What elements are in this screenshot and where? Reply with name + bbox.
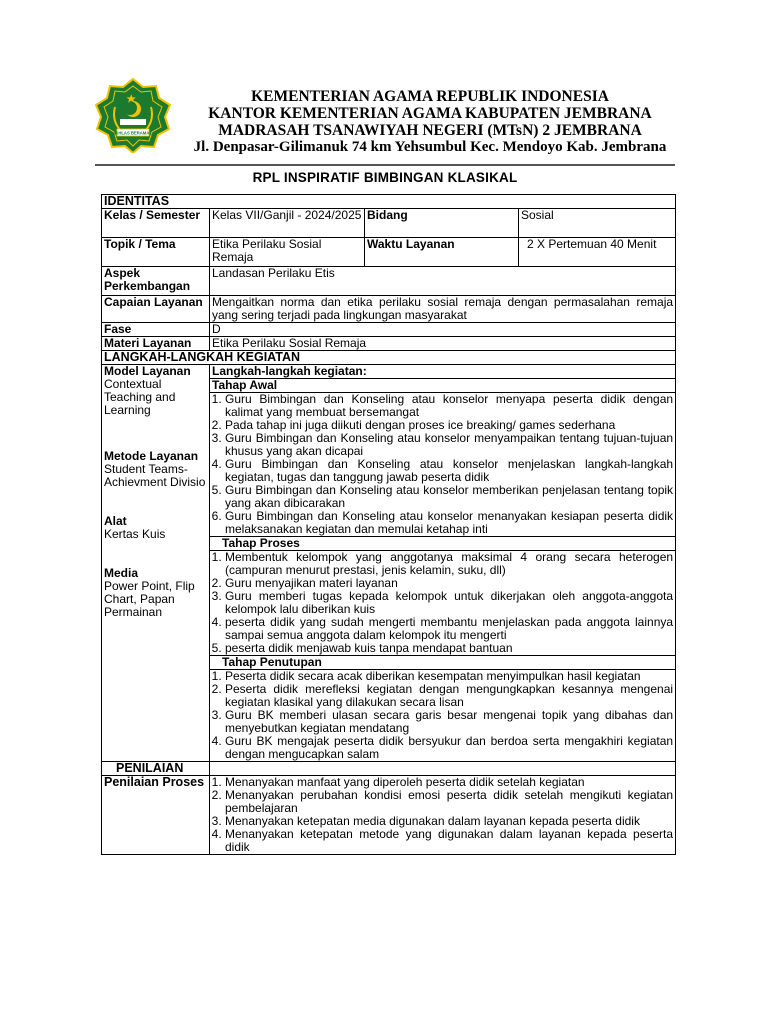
kelas-value: Kelas VII/Ganjil - 2024/2025 [210, 209, 365, 238]
tahap-proses-list [212, 551, 673, 655]
langkah-heading: LANGKAH-LANGKAH KEGIATAN [102, 351, 676, 365]
alat-value: Kertas Kuis [104, 527, 166, 541]
header-line-address: Jl. Denpasar-Gilimanuk 74 km Yehsumbul Kec. Mendoyo Kab. Jembrana [193, 139, 667, 155]
penilaian-list [212, 776, 673, 854]
bidang-label: Bidang [365, 209, 519, 238]
list-item: 2. Guru menyajikan materi layanan [225, 577, 673, 590]
list-item: 4. Guru BK mengajak peserta didik bersyukur dan berdoa serta mengakhiri kegiatan dengan mengucapkan salam [225, 735, 673, 761]
list-item: 1. Membentuk kelompok yang anggotanya maksimal 4 orang secara heterogen (campuran menurut prestasi, jenis kelamin, suku, dll) [225, 551, 673, 577]
tahap-awal-title: Tahap Awal [210, 379, 676, 393]
steps-heading: Langkah-langkah kegiatan: [210, 365, 676, 379]
capaian-value: Mengaitkan norma dan etika perilaku sosial remaja dengan permasalahan remaja yang sering terjadi pada lingkungan masyarakat [210, 296, 676, 323]
logo-text: IKHLAS BERAMAL [114, 130, 152, 136]
penilaian-heading-spacer [210, 762, 676, 776]
penilaian-proses-label: Penilaian Proses [102, 776, 210, 855]
list-item: 2. Menanyakan perubahan kondisi emosi peserta didik setelah mengikuti kegiatan pembelajaran [225, 789, 673, 815]
list-item: 3. Menanyakan ketepatan media digunakan dalam layanan kepada peserta didik [225, 815, 673, 828]
tahap-penutupan-title: Tahap Penutupan [210, 656, 676, 670]
aspek-value: Landasan Perilaku Etis [210, 267, 676, 296]
model-label: Model Layanan [104, 364, 191, 378]
metode-label: Metode Layanan [104, 449, 199, 463]
media-value: Power Point, Flip Chart, Papan Permainan [104, 579, 195, 619]
metode-value: Student Teams-Achievment Divisio [104, 462, 206, 489]
tahap-awal-list [212, 393, 673, 536]
header-divider [95, 164, 675, 166]
model-value: Contextual Teaching and Learning [104, 377, 176, 417]
media-label: Media [104, 566, 139, 580]
list-item: 1. Menanyakan manfaat yang diperoleh peserta didik setelah kegiatan [225, 776, 673, 789]
tahap-penutupan-steps [210, 670, 676, 762]
alat-label: Alat [104, 514, 127, 528]
materi-label: Materi Layanan [102, 337, 210, 351]
materi-value: Etika Perilaku Sosial Remaja [210, 337, 676, 351]
topik-label: Topik / Tema [102, 238, 210, 267]
tahap-proses-title: Tahap Proses [210, 537, 676, 551]
bidang-value: Sosial [519, 209, 676, 238]
header-line-ministry: KEMENTERIAN AGAMA REPUBLIK INDONESIA [251, 88, 609, 105]
fase-value: D [210, 323, 676, 337]
list-item: 6. Guru Bimbingan dan Konseling atau konselor menanyakan kesiapan peserta didik melaksanakan kegiatan dan memulai ketahap inti [225, 510, 673, 536]
tahap-penutupan-list [212, 670, 673, 761]
list-item: 5. peserta didik menjawab kuis tanpa mendapat bantuan [225, 642, 673, 655]
list-item: 1. Guru Bimbingan dan Konseling atau konselor menyapa peserta didik dengan kalimat yang membuat bersemangat [225, 393, 673, 419]
header-line-office: KANTOR KEMENTERIAN AGAMA KABUPATEN JEMBRANA [208, 105, 652, 122]
list-item: 4. Guru Bimbingan dan Konseling atau konselor menjelaskan langkah-langkah kegiatan, tugas dan tanggung jawab peserta didik [225, 458, 673, 484]
penilaian-heading: PENILAIAN [102, 762, 210, 776]
header-line-school: MADRASAH TSANAWIYAH NEGERI (MTsN) 2 JEMBRANA [218, 122, 642, 139]
list-item: 4. peserta didik yang sudah mengerti membantu menjelaskan pada anggota lainnya sampai semua anggota dalam kelompok itu mengerti [225, 616, 673, 642]
layanan-info-column [102, 365, 210, 762]
page-title: RPL INSPIRATIF BIMBINGAN KLASIKAL [252, 170, 518, 185]
tahap-awal-steps [210, 393, 676, 537]
list-item: 1. Peserta didik secara acak diberikan kesempatan menyimpulkan hasil kegiatan [225, 670, 673, 683]
letterhead [0, 0, 768, 170]
list-item: 5. Guru Bimbingan dan Konseling atau konselor memberikan penjelasan tentang topik yang akan dibicarakan [225, 484, 673, 510]
list-item: 4. Menanyakan ketepatan metode yang digunakan dalam layanan kepada peserta didik [225, 828, 673, 854]
list-item: 2. Pada tahap ini juga diikuti dengan proses ice breaking/ games sederhana [225, 419, 673, 432]
penilaian-proses-steps [210, 776, 676, 855]
aspek-label: Aspek Perkembangan [102, 267, 210, 296]
capaian-label: Capaian Layanan [102, 296, 210, 323]
fase-label: Fase [102, 323, 210, 337]
topik-value: Etika Perilaku Sosial Remaja [210, 238, 365, 267]
kemenag-logo-icon [93, 77, 173, 153]
rpl-table [101, 194, 676, 855]
waktu-value: 2 X Pertemuan 40 Menit [519, 238, 676, 267]
kelas-label: Kelas / Semester [102, 209, 210, 238]
list-item: 3. Guru memberi tugas kepada kelompok untuk dikerjakan oleh anggota-anggota kelompok lalu diberikan kuis [225, 590, 673, 616]
tahap-proses-steps [210, 551, 676, 656]
list-item: 3. Guru Bimbingan dan Konseling atau konselor menyampaikan tentang tujuan-tujuan khusus yang akan dicapai [225, 432, 673, 458]
identitas-heading: IDENTITAS [102, 195, 676, 209]
list-item: 3. Guru BK memberi ulasan secara garis besar mengenai topik yang dibahas dan menyebutkan kegiatan mendatang [225, 709, 673, 735]
waktu-label: Waktu Layanan [365, 238, 519, 267]
list-item: 2. Peserta didik merefleksi kegiatan dengan mengungkapkan kesannya mengenai kegiatan klasikal yang dilakukan secara lisan [225, 683, 673, 709]
